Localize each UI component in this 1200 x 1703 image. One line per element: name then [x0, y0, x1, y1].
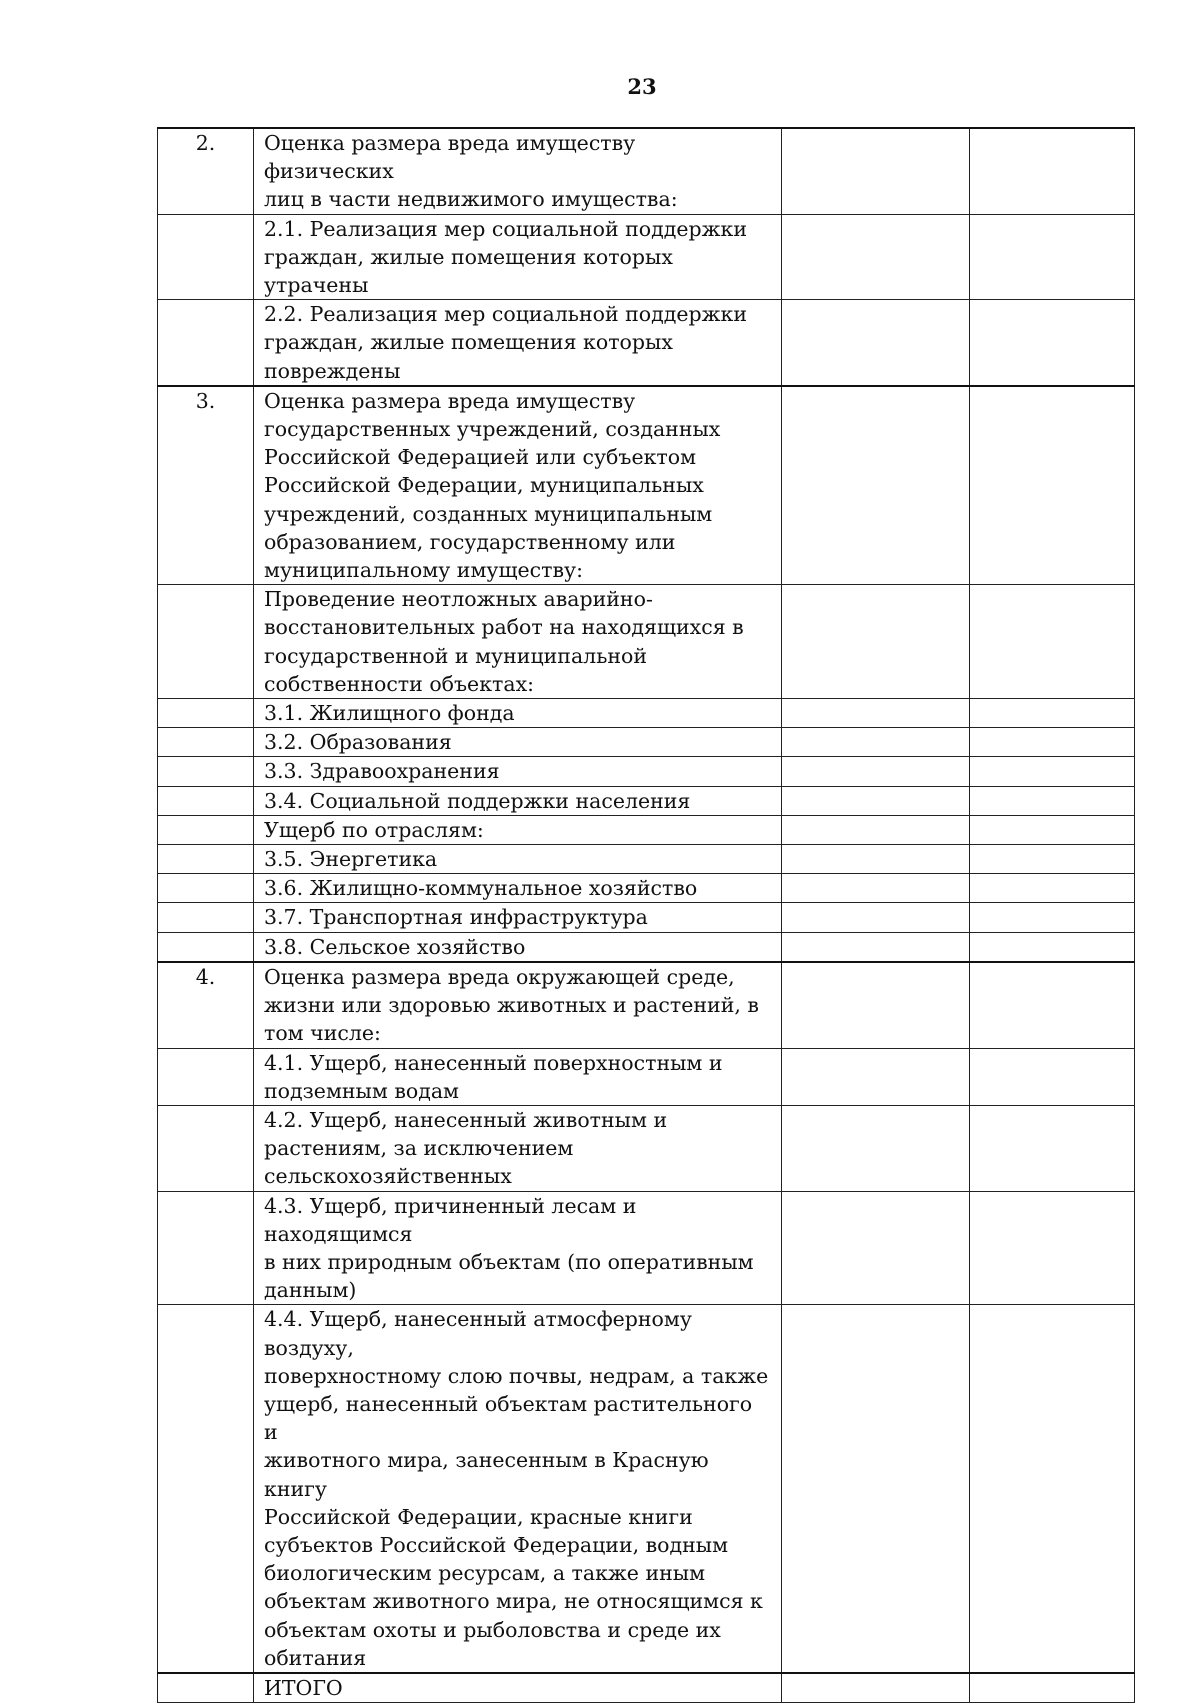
- row-description-text: 3.4. Социальной поддержки населения: [264, 788, 691, 813]
- value-cell-1: [782, 1673, 970, 1703]
- row-description-text: Проведение неотложных аварийно- восстановительных работ на находящихся в государственной и муниципальной собственности объектах:: [264, 587, 744, 696]
- row-description-cell: [254, 786, 782, 815]
- row-number-cell: [158, 300, 254, 386]
- value-cell-2: [970, 128, 1135, 214]
- row-number-cell: [158, 728, 254, 757]
- value-cell-2: [970, 932, 1135, 962]
- row-number-cell: [158, 845, 254, 874]
- row-description-cell: [254, 728, 782, 757]
- value-cell-1: [782, 1305, 970, 1673]
- row-description-cell: [254, 585, 782, 699]
- row-description-text: Оценка размера вреда имуществу государственных учреждений, созданных Российской Федерацией или субъектом Российской Федерации, муниципальных учреждений, созданных муниципальным образованием, государственному или муниципальному имуществу:: [264, 388, 721, 583]
- value-cell-1: [782, 845, 970, 874]
- row-description-text: 4.2. Ущерб, нанесенный животным и растениям, за исключением сельскохозяйственных: [264, 1107, 668, 1189]
- row-number-cell: [158, 214, 254, 300]
- value-cell-2: [970, 786, 1135, 815]
- value-cell-1: [782, 757, 970, 786]
- value-cell-1: [782, 128, 970, 214]
- row-description-cell: [254, 1105, 782, 1191]
- value-cell-2: [970, 757, 1135, 786]
- row-number-cell: [158, 903, 254, 932]
- row-description-cell: [254, 128, 782, 214]
- row-description-cell: [254, 1048, 782, 1105]
- value-cell-2: [970, 962, 1135, 1048]
- value-cell-1: [782, 903, 970, 932]
- row-description-cell: [254, 214, 782, 300]
- row-description-cell: [254, 1191, 782, 1305]
- table-row: [158, 932, 1135, 962]
- row-number-cell: [158, 757, 254, 786]
- value-cell-2: [970, 903, 1135, 932]
- row-description-cell: [254, 874, 782, 903]
- value-cell-1: [782, 962, 970, 1048]
- row-number-cell: [158, 1305, 254, 1673]
- row-description-text: 2.1. Реализация мер социальной поддержки граждан, жилые помещения которых утрачены: [264, 216, 747, 298]
- row-description-cell: [254, 815, 782, 844]
- row-description-cell: [254, 962, 782, 1048]
- value-cell-1: [782, 1048, 970, 1105]
- value-cell-1: [782, 815, 970, 844]
- row-number-cell: 3.: [158, 386, 254, 585]
- row-number-cell: [158, 786, 254, 815]
- row-description-cell: [254, 845, 782, 874]
- row-description-text: 3.1. Жилищного фонда: [264, 701, 515, 726]
- row-description-text: Оценка размера вреда имуществу физических лиц в части недвижимого имущества:: [264, 131, 678, 212]
- row-description-cell: [254, 386, 782, 585]
- row-description-text: 3.8. Сельское хозяйство: [264, 934, 526, 959]
- row-description-cell: [254, 699, 782, 728]
- table-row: [158, 699, 1135, 728]
- row-description-text: ИТОГО: [264, 1675, 343, 1700]
- value-cell-1: [782, 214, 970, 300]
- value-cell-1: [782, 699, 970, 728]
- row-description-cell: [254, 300, 782, 386]
- table-row: [158, 874, 1135, 903]
- value-cell-2: [970, 728, 1135, 757]
- row-description-cell: [254, 903, 782, 932]
- table-row: [158, 386, 1135, 585]
- row-description-text: 3.2. Образования: [264, 730, 452, 755]
- row-number-cell: [158, 815, 254, 844]
- value-cell-2: [970, 1305, 1135, 1673]
- row-number-cell: 2.: [158, 128, 254, 214]
- table-row: [158, 1105, 1135, 1191]
- row-description-cell: [254, 757, 782, 786]
- row-description-cell: [254, 932, 782, 962]
- value-cell-2: [970, 1673, 1135, 1703]
- value-cell-1: [782, 300, 970, 386]
- row-description-cell: [254, 1305, 782, 1673]
- row-description-text: 4.3. Ущерб, причиненный лесам и находящимся в них природным объектам (по оперативным данным): [264, 1193, 754, 1303]
- row-description-text: 3.3. Здравоохранения: [264, 759, 500, 784]
- value-cell-2: [970, 386, 1135, 585]
- table-row: [158, 300, 1135, 386]
- table-row: [158, 815, 1135, 844]
- value-cell-2: [970, 1105, 1135, 1191]
- value-cell-1: [782, 728, 970, 757]
- value-cell-1: [782, 386, 970, 585]
- row-number-cell: [158, 1673, 254, 1703]
- table-row: [158, 786, 1135, 815]
- row-description-text: 4.4. Ущерб, нанесенный атмосферному воздуху, поверхностному слою почвы, недрам, а также ущерб, нанесенный объектам растительного и животного мира, занесенным в Красную книгу Российской Федерации, красные книги субъектов Российской Федерации, водным биологическим ресурсам, а также иным объектам животного мира, не относящимся к объектам охоты и рыболовства и среде их обитания: [264, 1307, 769, 1670]
- row-number-cell: [158, 1048, 254, 1105]
- row-number-cell: 4.: [158, 962, 254, 1048]
- damage-assessment-table: [157, 127, 1135, 1703]
- value-cell-1: [782, 786, 970, 815]
- table-row: [158, 903, 1135, 932]
- row-description-text: 3.6. Жилищно-коммунальное хозяйство: [264, 876, 698, 901]
- row-number-cell: [158, 932, 254, 962]
- page-number: 23: [627, 74, 657, 99]
- row-description-text: Ущерб по отраслям:: [264, 817, 484, 842]
- table-row: [158, 585, 1135, 699]
- value-cell-2: [970, 1191, 1135, 1305]
- row-description-text: 3.5. Энергетика: [264, 847, 438, 872]
- row-number-cell: [158, 585, 254, 699]
- value-cell-1: [782, 1105, 970, 1191]
- table-row: [158, 1048, 1135, 1105]
- table-row: [158, 214, 1135, 300]
- table-row: [158, 1305, 1135, 1673]
- row-description-cell: [254, 1673, 782, 1703]
- value-cell-1: [782, 585, 970, 699]
- row-number-cell: [158, 1105, 254, 1191]
- table-body: [158, 128, 1135, 1703]
- table-row: [158, 728, 1135, 757]
- row-number-cell: [158, 1191, 254, 1305]
- table-row: [158, 962, 1135, 1048]
- value-cell-1: [782, 1191, 970, 1305]
- value-cell-2: [970, 699, 1135, 728]
- value-cell-2: [970, 300, 1135, 386]
- table-row: [158, 1191, 1135, 1305]
- value-cell-2: [970, 845, 1135, 874]
- value-cell-2: [970, 585, 1135, 699]
- row-number-cell: [158, 699, 254, 728]
- value-cell-2: [970, 214, 1135, 300]
- row-description-text: 3.7. Транспортная инфраструктура: [264, 905, 648, 930]
- value-cell-2: [970, 1048, 1135, 1105]
- value-cell-1: [782, 932, 970, 962]
- row-description-text: 4.1. Ущерб, нанесенный поверхностным и подземным водам: [264, 1050, 723, 1103]
- value-cell-1: [782, 874, 970, 903]
- value-cell-2: [970, 874, 1135, 903]
- table-row: [158, 757, 1135, 786]
- table-row: [158, 1673, 1135, 1703]
- table-row: [158, 128, 1135, 214]
- row-number-cell: [158, 874, 254, 903]
- row-description-text: Оценка размера вреда окружающей среде, жизни или здоровью животных и растений, в том числе:: [264, 964, 759, 1046]
- table-row: [158, 845, 1135, 874]
- row-description-text: 2.2. Реализация мер социальной поддержки граждан, жилые помещения которых повреждены: [264, 302, 747, 383]
- value-cell-2: [970, 815, 1135, 844]
